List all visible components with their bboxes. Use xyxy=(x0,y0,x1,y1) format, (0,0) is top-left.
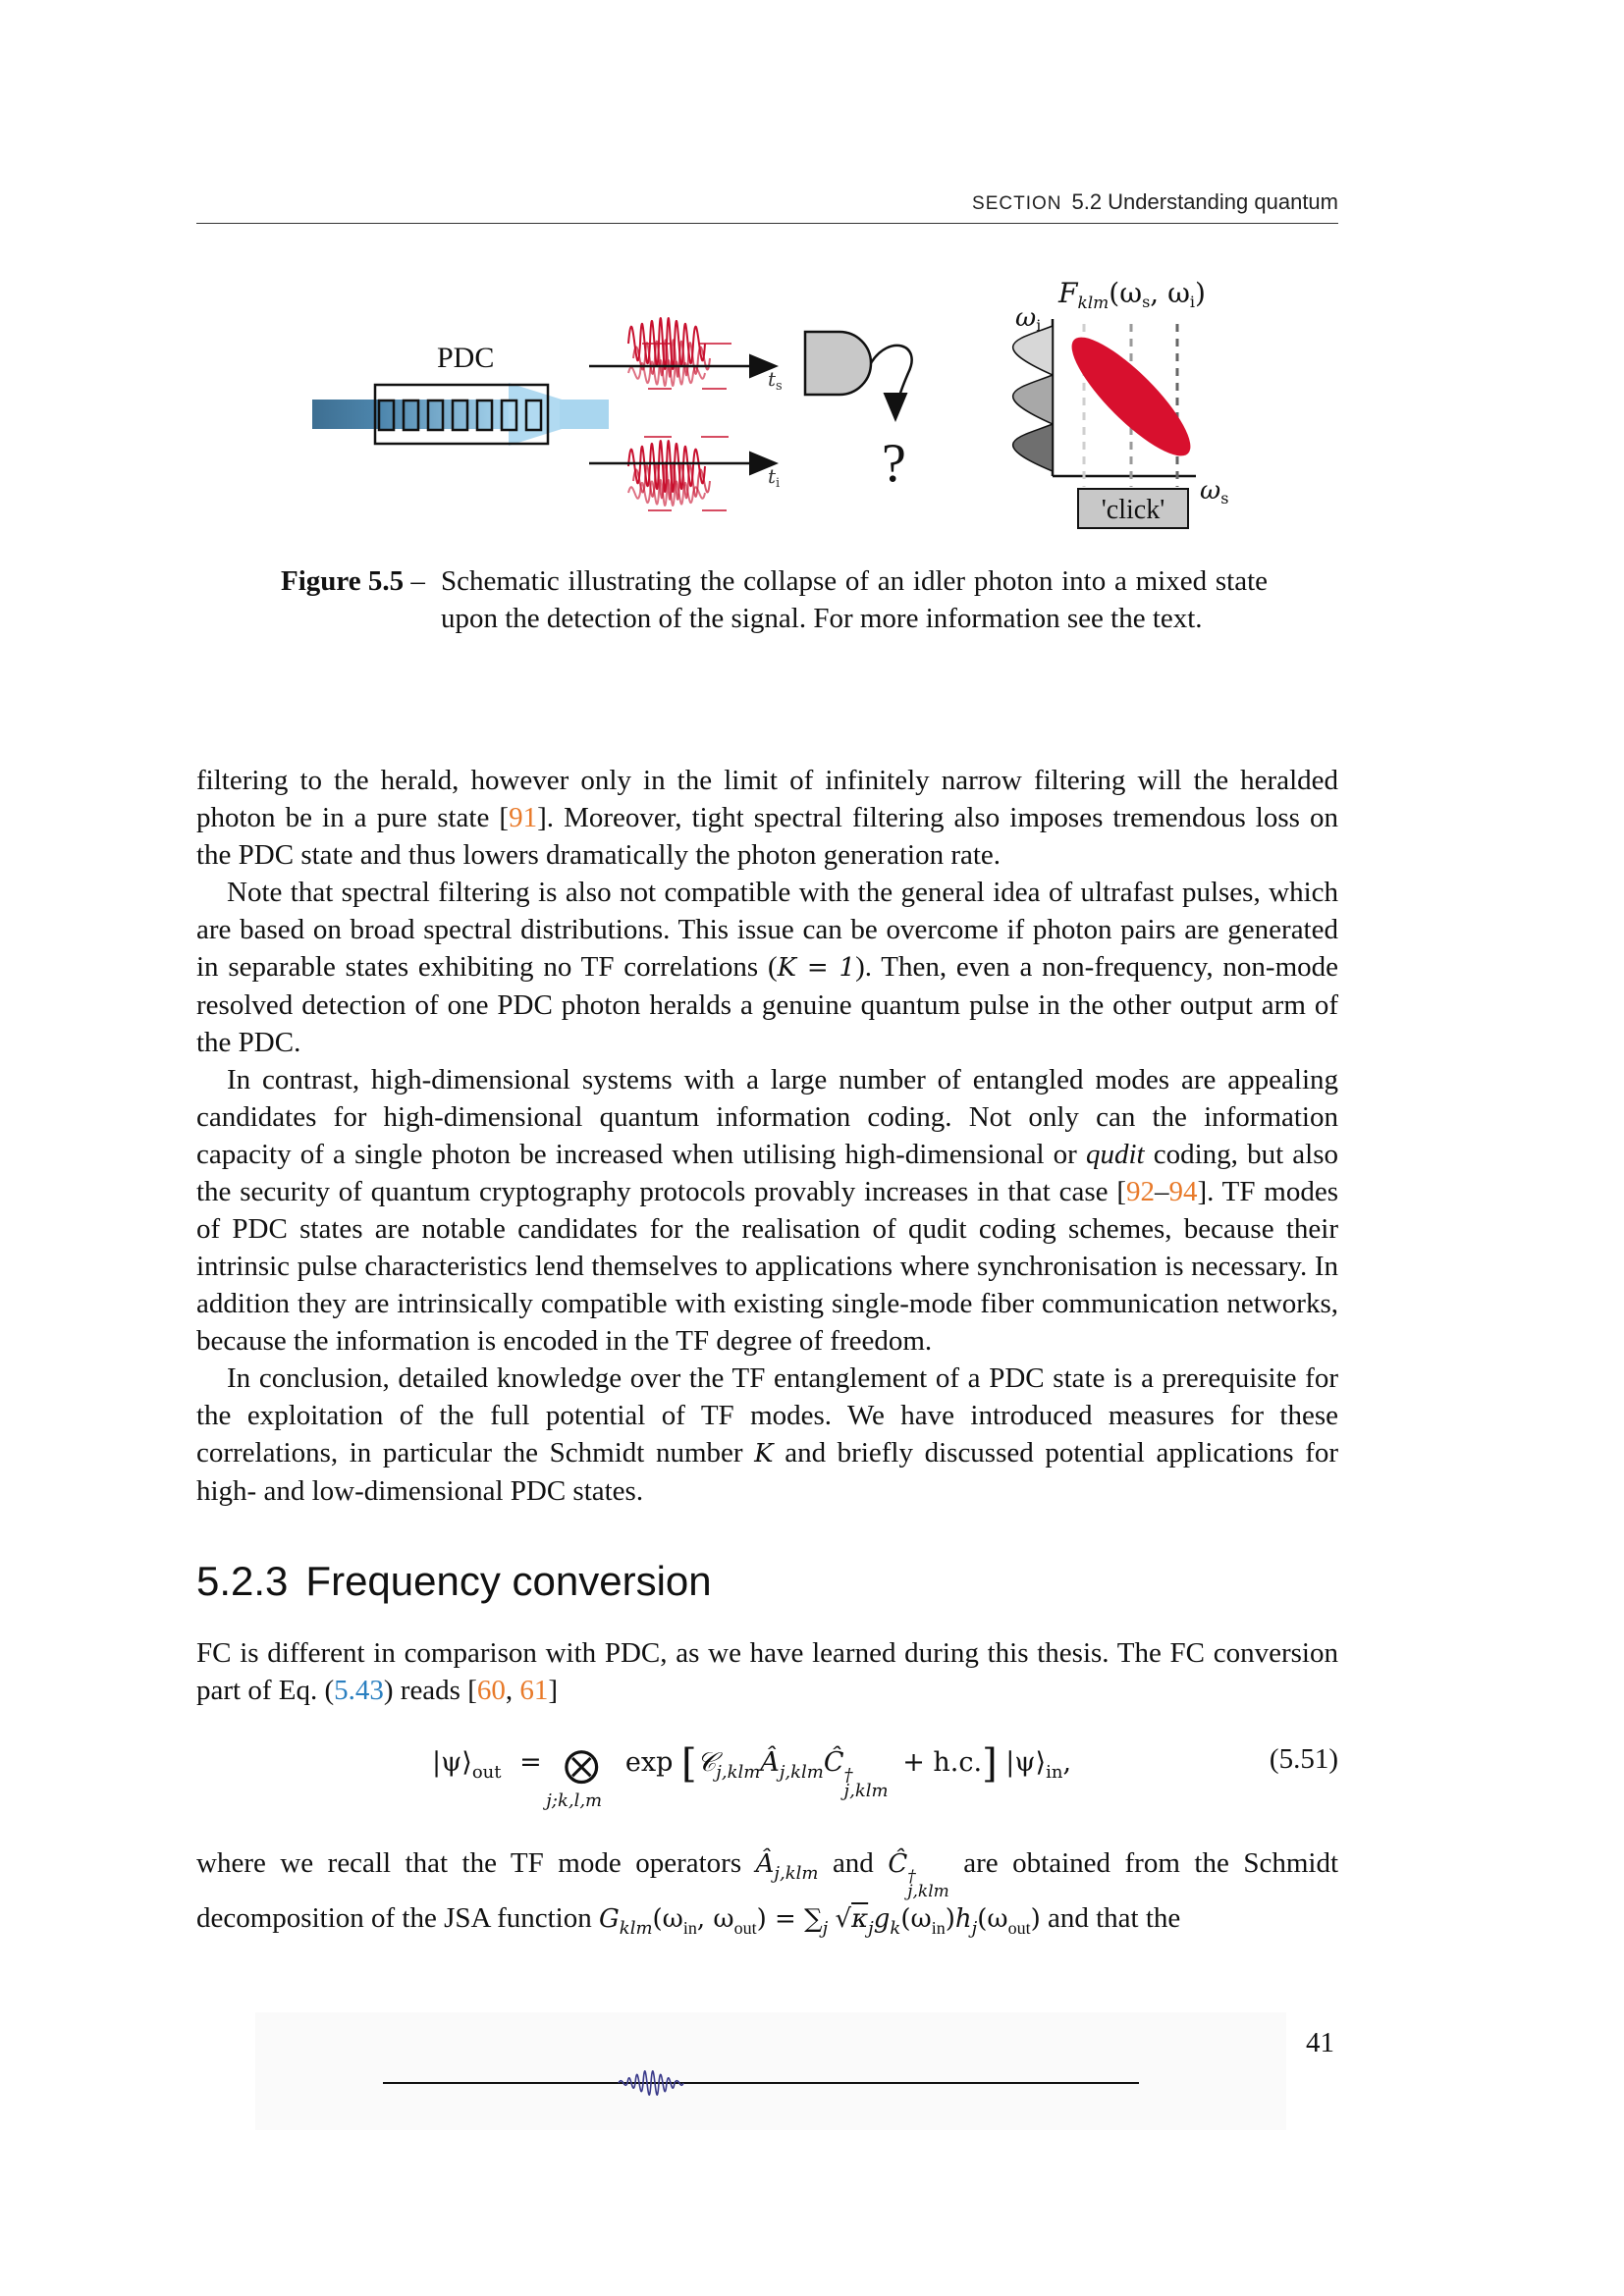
signal-pulses xyxy=(628,318,731,389)
footer-ornament xyxy=(255,2012,1286,2130)
jsa-title: $F_{klm}(\omega s$, ωi) xyxy=(1058,277,1206,313)
ts-label: $t_s$ xyxy=(768,367,783,394)
otimes-symbol: ⨂ j;k,l,m xyxy=(546,1745,603,1811)
idler-pulses xyxy=(628,437,729,510)
paragraph-3: In contrast, high-dimensional systems with a large number of entangled modes are appealing candidates for high-dimensional quantum information coding. Not only can the information capacity of a single photon be increased when utilising high-dimensional or qudit coding, but also the security of quantum cryptography protocols provably increases in that case [92–94]. TF modes of PDC states are notable candidates for the realisation of qudit coding schemes, because their intrinsic pulse characteristics lend themselves to applications where synchronisation is necessary. In addition they are intrinsically compatible with existing single-mode fiber communication networks, because the information is encoded in the TF degree of freedom. xyxy=(196,1064,1338,1357)
pdc-label: PDC xyxy=(437,342,495,374)
equation-body: $|\psi⟩_{out}$ = ⨂ j;k,l,m $\exp [𝒞_{j,klm}Â_{j,klm}Ĉ$ † j,klm + h.c.] $|\psi⟩_{in}$, xyxy=(432,1741,1072,1811)
jsa-plot xyxy=(1013,319,1205,487)
citation-link[interactable]: 92 xyxy=(1125,1176,1155,1207)
header-section-title: 5.2 Understanding quantum xyxy=(1071,189,1338,214)
figure-schematic xyxy=(295,265,1257,550)
paragraph-1: filtering to the herald, however only in the limit of infinitely narrow filtering will the heralded photon be in a pure state [91]. Moreover, tight spectral filtering also imposes tremendous loss on the PDC state and thus lowers dramatically the photon generation rate. xyxy=(196,765,1338,871)
caption-label: Figure 5.5 – xyxy=(281,565,425,597)
paragraph-6: where we recall that the TF mode operators $Â_{j,klm}$ and Ĉ † j,klm are obtained from the Schmidt decomposition of the JSA function $G_{klm}(\omega_{in}$, $\omega_{out}) = \sum_j$ $√\kappa_jg_k(\omega_{in})h_j(\omega_{out})$ and that the xyxy=(196,1847,1338,1939)
pump-beam xyxy=(312,383,609,446)
paragraph-4: In conclusion, detailed knowledge over the TF entanglement of a PDC state is a prerequisite for the exploitation of the full potential of TF modes. We have introduced measures for these correlations, in particular the Schmidt number K and briefly discussed potential applications for high- and low-dimensional PDC states. xyxy=(196,1362,1339,1507)
fc-text xyxy=(196,1844,1338,1948)
equation-ref-link[interactable]: 5.43 xyxy=(334,1675,384,1706)
caption-text: Schematic illustrating the collapse of an idler photon into a mixed state upon the detection of the signal. For more information see the text. xyxy=(441,565,1268,634)
citation-link[interactable]: 94 xyxy=(1168,1176,1198,1207)
header-section-label: SECTION xyxy=(972,193,1062,214)
ti-label: $t_i$ xyxy=(768,464,781,491)
detector-cable xyxy=(871,346,912,417)
detector xyxy=(805,332,871,395)
running-header xyxy=(196,189,1338,224)
citation-link[interactable]: 61 xyxy=(519,1675,549,1706)
equation-number: (5.51) xyxy=(1269,1743,1338,1775)
question-mark: ? xyxy=(882,433,906,494)
citation-link[interactable]: 60 xyxy=(476,1675,506,1706)
click-label: 'click' xyxy=(1101,495,1165,525)
body-text-block xyxy=(196,762,1338,1510)
page-number: 41 xyxy=(1306,2027,1334,2058)
fc-intro xyxy=(196,1634,1338,1709)
omega-i-label: ωi xyxy=(1015,303,1042,335)
citation-link[interactable]: 91 xyxy=(509,802,538,833)
omega-s-label: ωs xyxy=(1200,476,1229,507)
section-heading: 5.2.3 Frequency conversion xyxy=(196,1558,712,1604)
header-text xyxy=(972,189,1338,215)
equation-5-51 xyxy=(196,1737,1338,1816)
paragraph-2: Note that spectral filtering is also not compatible with the general idea of ultrafast pulses, which are based on broad spectral distributions. This issue can be overcome if photon pairs are generated in separable states exhibiting no TF correlations (K = 1). Then, even a non-frequency, non-mode resolved detection of one PDC photon heralds a genuine quantum pulse in the other output arm of the PDC. xyxy=(196,877,1339,1058)
paragraph-5: FC is different in comparison with PDC, as we have learned during this thesis. The FC conversion part of Eq. (5.43) reads [60, 61] xyxy=(196,1637,1338,1706)
